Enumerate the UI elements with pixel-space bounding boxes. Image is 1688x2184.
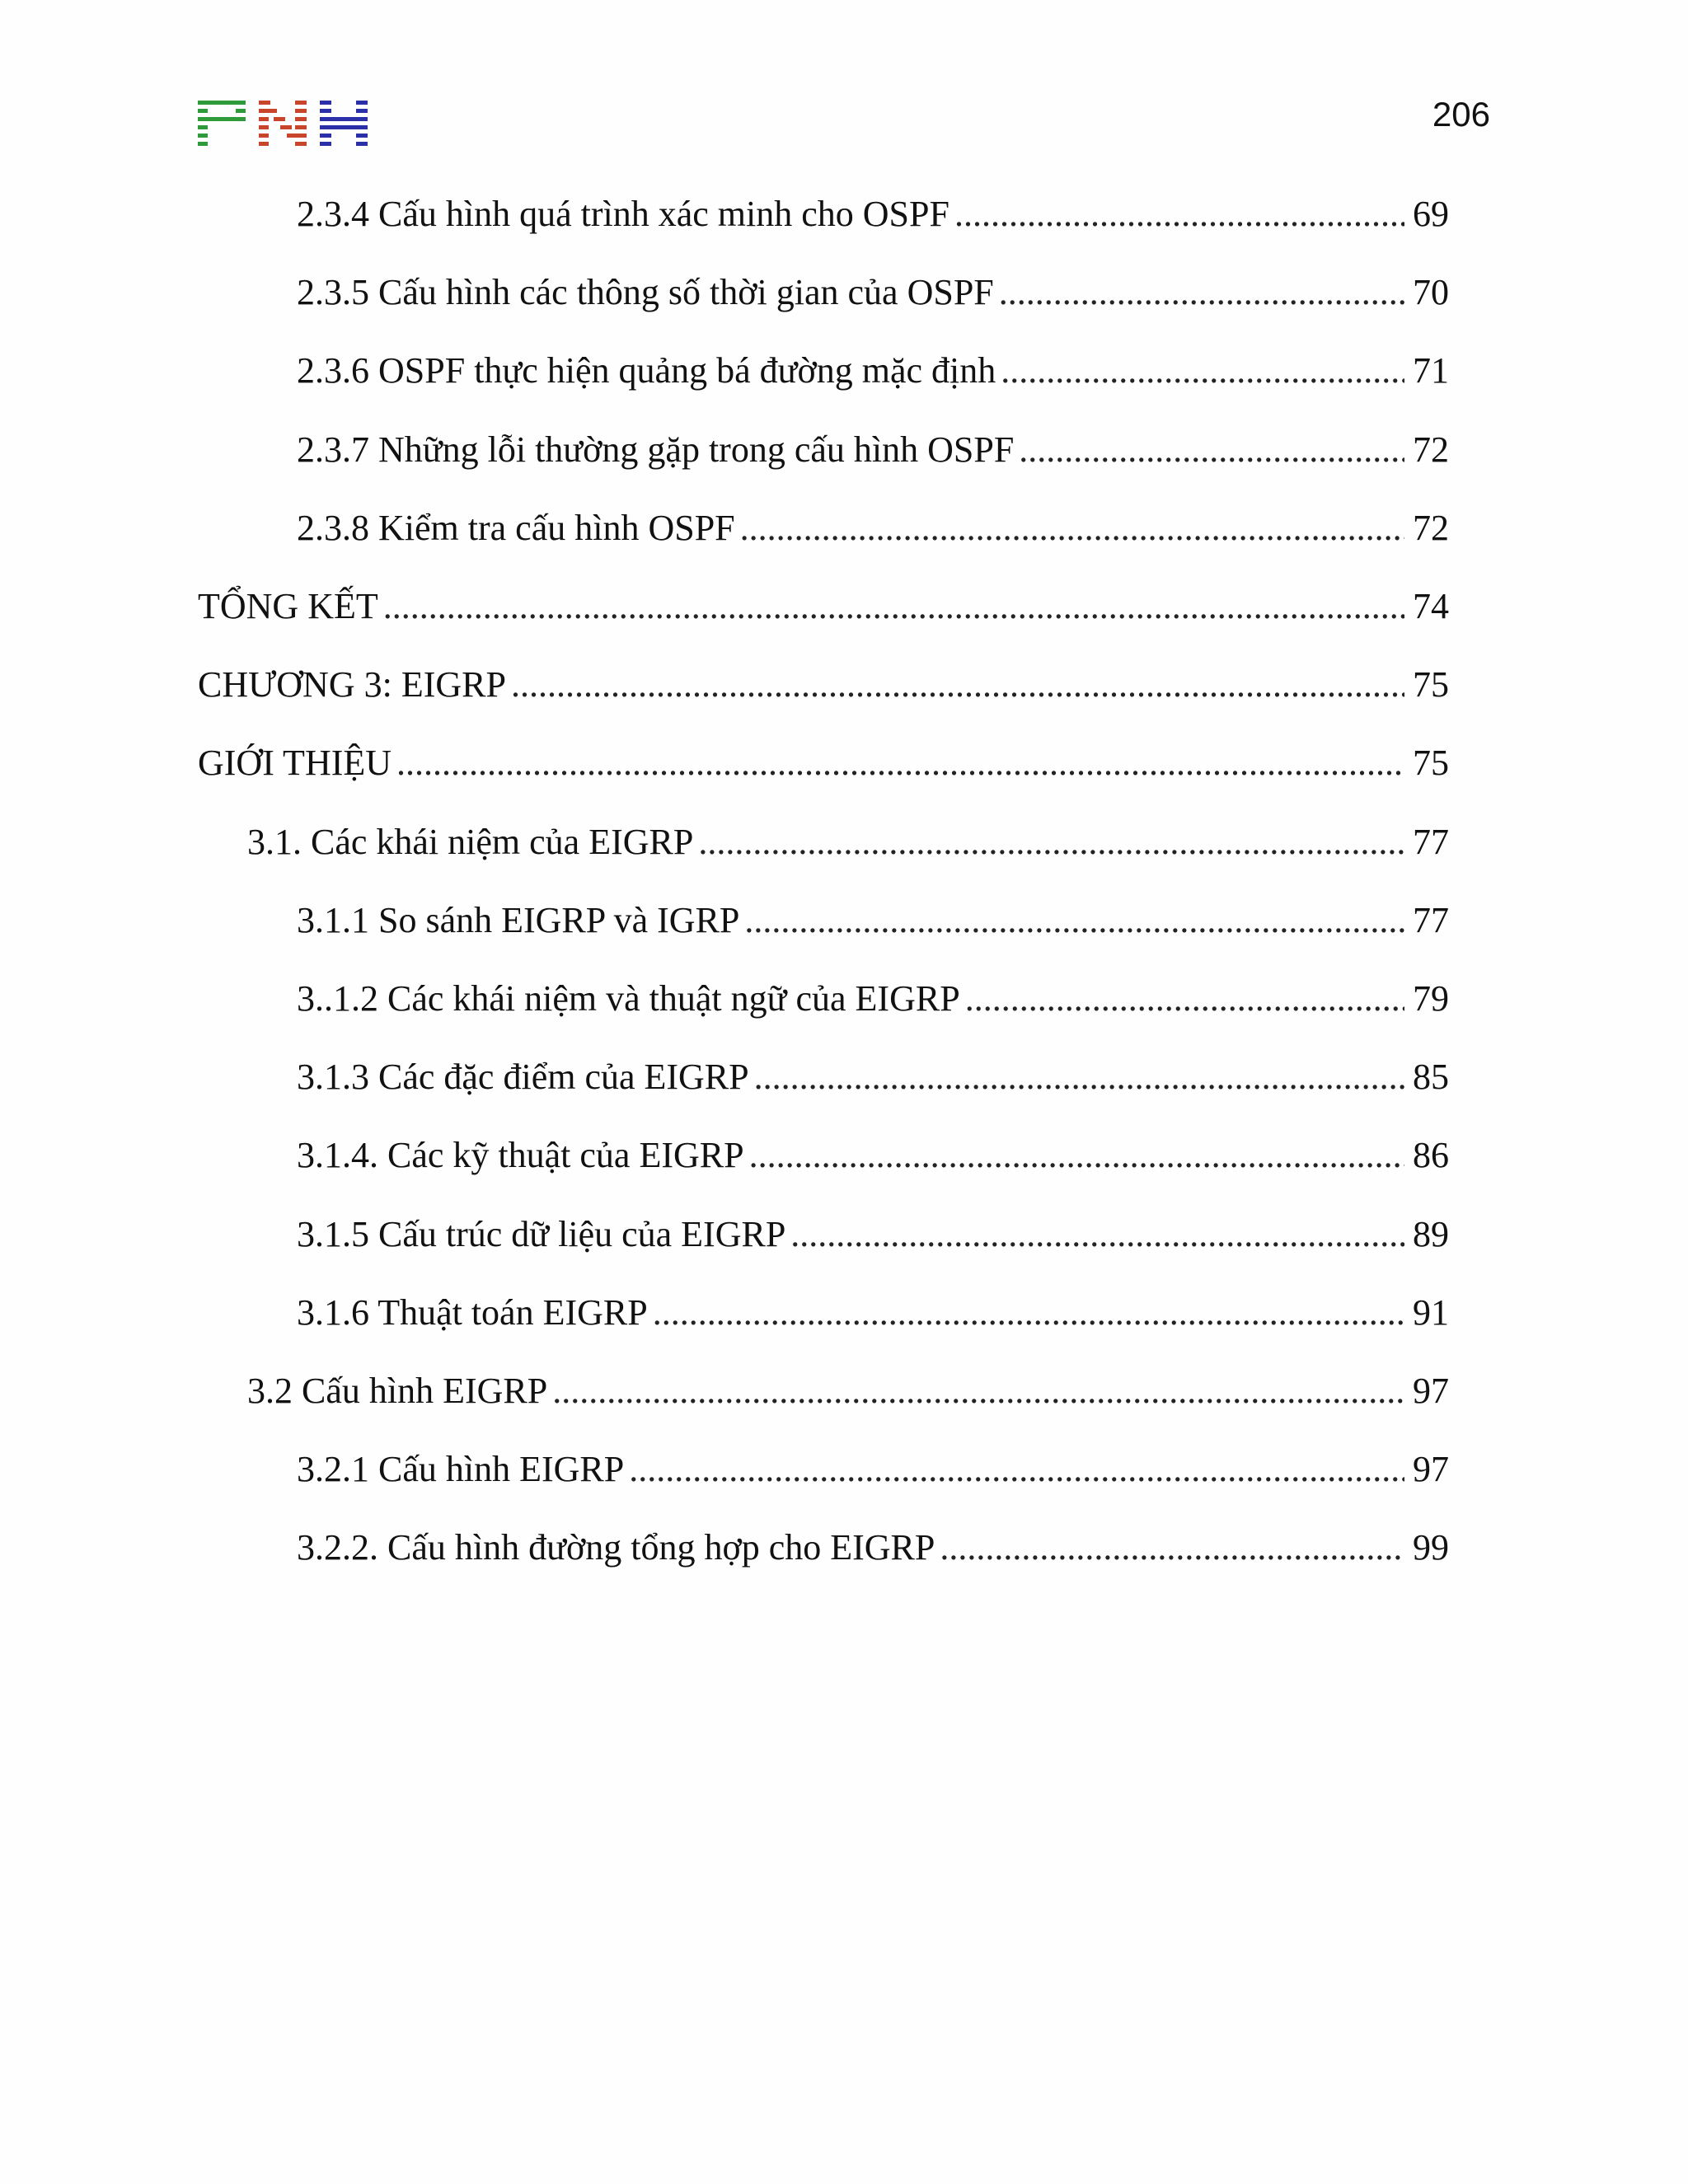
- toc-dot-leader: [999, 274, 1404, 311]
- toc-entry-page: 75: [1413, 664, 1449, 705]
- toc-entry[interactable]: [297, 1451, 1449, 1488]
- toc-entry-title: 2.3.7 Những lỗi thường gặp trong cấu hình OSPF: [297, 429, 1015, 470]
- toc-dot-leader: [383, 588, 1404, 625]
- toc-entry-page: 77: [1413, 900, 1449, 940]
- toc-entry[interactable]: [198, 745, 1449, 781]
- toc-entry-title: 3.1.6 Thuật toán EIGRP: [297, 1292, 648, 1333]
- toc-dot-leader: [940, 1530, 1404, 1566]
- logo-letter-n: [259, 101, 307, 146]
- toc-dot-leader: [965, 981, 1404, 1017]
- toc-dot-leader: [552, 1373, 1404, 1409]
- toc-entry[interactable]: [297, 1137, 1449, 1174]
- toc-entry[interactable]: [297, 1059, 1449, 1095]
- toc-entry-title: 3.2.1 Cấu hình EIGRP: [297, 1449, 625, 1489]
- toc-entry[interactable]: [297, 510, 1449, 546]
- logo-letter-h: [320, 101, 368, 146]
- toc-entry-page: 72: [1413, 429, 1449, 470]
- toc-entry-title: CHƯƠNG 3: EIGRP: [198, 664, 506, 705]
- toc-entry-title: 3.2.2. Cấu hình đường tổng hợp cho EIGRP: [297, 1527, 935, 1568]
- toc-entry-title: 2.3.6 OSPF thực hiện quảng bá đường mặc định: [297, 350, 996, 391]
- toc-dot-leader: [740, 510, 1404, 546]
- toc-entry[interactable]: [297, 978, 1449, 1019]
- toc-entry-page: 85: [1413, 1057, 1449, 1097]
- toc-entry[interactable]: [297, 274, 1449, 311]
- toc-dot-leader: [749, 1137, 1404, 1174]
- toc-dot-leader: [790, 1216, 1404, 1253]
- toc-entry-page: 72: [1413, 508, 1449, 548]
- toc-entry[interactable]: [198, 588, 1449, 625]
- toc-dot-leader: [954, 196, 1404, 232]
- toc-entry-title: 3.1.5 Cấu trúc dữ liệu của EIGRP: [297, 1214, 786, 1254]
- toc-entry-page: 75: [1413, 743, 1449, 783]
- toc-entry-title: 3..1.2 Các khái niệm và thuật ngữ của EIGRP: [297, 978, 960, 1019]
- toc-entry-page: 69: [1413, 194, 1449, 234]
- toc-entry-page: 77: [1413, 822, 1449, 862]
- toc-entry-page: 99: [1413, 1527, 1449, 1568]
- toc-entry-page: 89: [1413, 1214, 1449, 1254]
- toc-entry-title: GIỚI THIỆU: [198, 743, 392, 783]
- toc-entry[interactable]: [198, 664, 1449, 705]
- toc-entry[interactable]: [297, 902, 1449, 939]
- toc-entry[interactable]: [297, 1292, 1449, 1333]
- toc-entry-title: 3.1.1 So sánh EIGRP và IGRP: [297, 900, 740, 940]
- toc-dot-leader: [1019, 432, 1404, 468]
- toc-dot-leader: [1001, 353, 1404, 389]
- pnh-logo: [198, 101, 368, 148]
- toc-entry-page: 86: [1413, 1135, 1449, 1175]
- toc-entry-page: 74: [1413, 586, 1449, 626]
- toc-entry-page: 71: [1413, 350, 1449, 391]
- toc-entry[interactable]: [247, 1373, 1449, 1409]
- toc-dot-leader: [511, 667, 1404, 703]
- toc-entry-page: 70: [1413, 272, 1449, 312]
- toc-entry[interactable]: [297, 196, 1449, 232]
- toc-dot-leader: [629, 1451, 1404, 1488]
- toc-entry[interactable]: [297, 350, 1449, 391]
- toc-entry-title: 3.1. Các khái niệm của EIGRP: [247, 822, 694, 862]
- toc-entry-page: 97: [1413, 1371, 1449, 1411]
- toc-entry-page: 79: [1413, 978, 1449, 1019]
- toc-dot-leader: [653, 1295, 1404, 1331]
- toc-entry-title: 3.1.3 Các đặc điểm của EIGRP: [297, 1057, 749, 1097]
- toc-entry[interactable]: [297, 1216, 1449, 1253]
- toc-entry-title: 2.3.5 Cấu hình các thông số thời gian của OSPF: [297, 272, 994, 312]
- toc-entry-title: 3.2 Cấu hình EIGRP: [247, 1371, 548, 1411]
- toc-entry-title: 2.3.4 Cấu hình quá trình xác minh cho OSPF: [297, 194, 950, 234]
- toc-entry-page: 91: [1413, 1292, 1449, 1333]
- logo-letter-p: [198, 101, 246, 146]
- toc-dot-leader: [396, 745, 1404, 781]
- toc-dot-leader: [754, 1059, 1404, 1095]
- page-number: 206: [1432, 95, 1490, 134]
- toc-entry[interactable]: [247, 824, 1449, 860]
- toc-entry-page: 97: [1413, 1449, 1449, 1489]
- toc-entry[interactable]: [297, 1527, 1449, 1568]
- toc-dot-leader: [744, 902, 1404, 939]
- toc-entry-title: 2.3.8 Kiểm tra cấu hình OSPF: [297, 508, 735, 548]
- toc-entry[interactable]: [297, 429, 1449, 470]
- toc-entry-title: TỔNG KẾT: [198, 586, 378, 626]
- toc-entry-title: 3.1.4. Các kỹ thuật của EIGRP: [297, 1135, 744, 1175]
- toc-dot-leader: [698, 824, 1404, 860]
